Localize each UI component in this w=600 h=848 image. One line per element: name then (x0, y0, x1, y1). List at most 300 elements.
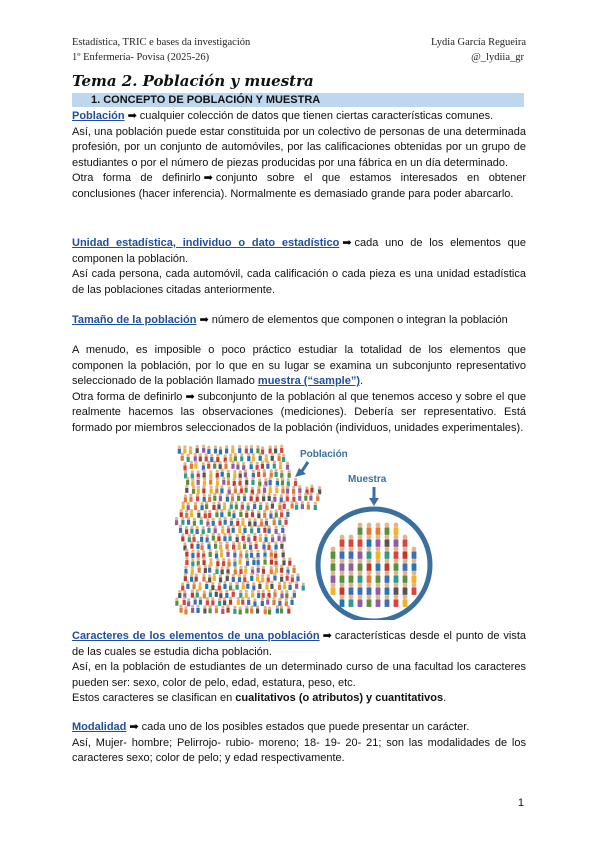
person-figure (198, 582, 201, 590)
person-figure (245, 590, 248, 598)
person-figure (238, 574, 241, 582)
person-figure (280, 509, 283, 517)
body-text: Así, Mujer- hombre; Pelirrojo- rubio- moreno; 18- 19- 20- 21; son las modalidades de los caracteres sexo; color de pelo; y edad respectivamente. (72, 736, 526, 765)
person-figure (213, 493, 216, 501)
person-figure (185, 557, 188, 565)
person-figure (286, 573, 289, 581)
person-figure (236, 518, 239, 526)
person-figure (251, 509, 254, 517)
person-figure (228, 508, 231, 516)
person-figure (196, 541, 199, 549)
person-figure (216, 558, 219, 566)
person-figure (281, 525, 284, 533)
person-figure (280, 590, 283, 598)
person-figure (210, 485, 213, 493)
person-figure (282, 454, 285, 462)
person-figure (301, 501, 304, 509)
person-figure (227, 558, 230, 566)
paragraph-caracteres (72, 629, 526, 707)
person-figure (271, 534, 274, 542)
person-figure (229, 597, 232, 605)
person-figure (367, 583, 372, 595)
person-figure (221, 469, 224, 477)
person-figure (247, 597, 250, 605)
person-figure (202, 557, 205, 565)
person-figure (256, 550, 259, 558)
person-figure (232, 589, 235, 597)
person-figure (248, 518, 251, 526)
person-figure (241, 501, 244, 509)
person-figure (376, 547, 381, 559)
body-text: Otra forma de definirlo (72, 390, 183, 403)
person-figure (205, 453, 208, 461)
person-figure (178, 590, 181, 598)
person-figure (233, 549, 236, 557)
person-figure (281, 477, 284, 485)
person-figure (225, 541, 228, 549)
person-figure (280, 565, 283, 573)
person-figure (232, 510, 235, 518)
person-figure (203, 494, 206, 502)
person-figure (231, 493, 234, 501)
person-figure (283, 533, 286, 541)
person-figure (197, 486, 200, 494)
person-figure (275, 509, 278, 517)
person-figure (274, 558, 277, 566)
person-figure (281, 485, 284, 493)
person-figure (285, 590, 288, 598)
person-figure (244, 469, 247, 477)
person-figure (181, 517, 184, 525)
person-figure (283, 581, 286, 589)
person-figure (385, 547, 390, 559)
person-figure (191, 589, 194, 597)
person-figure (267, 525, 270, 533)
person-figure (307, 501, 310, 509)
person-figure (273, 572, 276, 580)
person-figure (302, 582, 305, 590)
person-figure (262, 590, 265, 598)
person-figure (367, 535, 372, 547)
person-figure (376, 559, 381, 571)
person-figure (269, 477, 272, 485)
person-figure (186, 477, 189, 485)
person-figure (218, 517, 221, 525)
person-figure (183, 445, 186, 453)
person-figure (340, 583, 345, 595)
person-figure (314, 502, 317, 510)
person-figure (200, 517, 203, 525)
person-figure (298, 493, 301, 501)
person-figure (241, 518, 244, 526)
person-figure (229, 454, 232, 462)
person-figure (295, 502, 298, 510)
person-figure (223, 533, 226, 541)
person-figure (358, 523, 363, 535)
person-figure (282, 549, 285, 557)
person-figure (250, 493, 253, 501)
person-figure (284, 517, 287, 525)
person-figure (340, 547, 345, 559)
person-figure (288, 557, 291, 565)
person-figure (219, 446, 222, 454)
person-figure (185, 549, 188, 557)
term-modalidad: Modalidad (72, 721, 127, 733)
person-figure (221, 566, 224, 574)
person-figure (190, 461, 193, 469)
person-figure (196, 526, 199, 534)
person-figure (196, 493, 199, 501)
person-figure (187, 502, 190, 510)
person-figure (213, 573, 216, 581)
person-figure (349, 571, 354, 583)
person-figure (331, 559, 336, 571)
person-figure (256, 605, 259, 613)
person-figure (278, 517, 281, 525)
person-figure (202, 573, 205, 581)
person-figure (228, 533, 231, 541)
person-figure (179, 605, 182, 613)
person-figure (220, 485, 223, 493)
definition-text: cada uno de los elementos que componen la población. (72, 237, 526, 265)
person-figure (340, 559, 345, 571)
person-figure (246, 558, 249, 566)
person-figure (197, 510, 200, 518)
person-figure (212, 502, 215, 510)
person-figure (367, 595, 372, 607)
person-figure (298, 485, 301, 493)
person-figure (191, 566, 194, 574)
label-muestra: Muestra (348, 474, 387, 485)
person-figure (224, 517, 227, 525)
header-group: 1º Enfermería- Povisa (2025-26) (72, 52, 210, 63)
person-figure (235, 582, 238, 590)
person-figure (278, 502, 281, 510)
person-figure (291, 574, 294, 582)
person-figure (358, 595, 363, 607)
person-figure (243, 541, 246, 549)
person-figure (239, 566, 242, 574)
person-figure (239, 556, 242, 564)
person-figure (403, 583, 408, 595)
body-text: Así, en la población de estudiantes de un determinado curso de una facultad los caracteres pueden ser: sexo, color de pelo, edad, estatura, peso, etc. (72, 661, 526, 689)
person-figure (394, 583, 399, 595)
person-figure (242, 533, 245, 541)
person-figure (237, 493, 240, 501)
person-figure (232, 574, 235, 582)
person-figure (196, 589, 199, 597)
person-figure (294, 478, 297, 486)
body-text: Así cada persona, cada automóvil, cada calificación o cada pieza es una unidad estadística de las poblaciones citadas anteriormente. (72, 268, 526, 296)
person-figure (222, 558, 225, 566)
person-figure (309, 492, 312, 500)
section-heading-band (72, 93, 524, 107)
person-figure (259, 453, 262, 461)
person-figure (219, 542, 222, 550)
person-figure (270, 556, 273, 564)
term-muestra: muestra (“sample”) (257, 375, 361, 388)
definition-text: características desde el punto de vista de las cuales se estudia dicha población. (72, 630, 526, 658)
person-figure (241, 597, 244, 605)
person-figure (215, 550, 218, 558)
body-text: A menudo, es imposible o poco práctico estudiar la totalidad de los elementos que componen la población, por lo que en su lugar se examina un subconjunto representativo seleccionado de la población llamado (72, 344, 526, 388)
person-figure (257, 565, 260, 573)
header-course: Estadística, TRIC e bases da investigación (72, 37, 251, 48)
person-figure (203, 477, 206, 485)
person-figure (192, 486, 195, 494)
body-text: Así, una población puede estar constituida por un colectivo de personas de una determinada profesión, por un conjunto de automóviles, por las calificaciones obtenidas por un grupo de estudiantes o por el número de piezas producidas por una fábrica en un día determinado. (72, 125, 526, 169)
body-text-bold: cualitativos (o atributos) y cuantitativos (235, 692, 444, 705)
person-figure (349, 535, 354, 547)
person-figure (288, 582, 291, 590)
person-figure (280, 605, 283, 613)
person-figure (243, 525, 246, 533)
person-figure (358, 559, 363, 571)
person-figure (218, 598, 221, 606)
person-figure (190, 509, 193, 517)
person-figure (273, 460, 276, 468)
person-figure (217, 501, 220, 509)
page-number: 1 (517, 797, 524, 809)
person-figure (246, 581, 249, 589)
person-figure (203, 590, 206, 598)
person-figure (182, 501, 185, 509)
person-figure (194, 460, 197, 468)
person-figure (256, 445, 259, 453)
person-figure (207, 541, 210, 549)
person-figure (256, 573, 259, 581)
person-figure (358, 535, 363, 547)
person-figure (255, 541, 258, 549)
person-figure (184, 494, 187, 502)
person-figure (276, 605, 279, 613)
person-figure (275, 565, 278, 573)
person-figure (253, 518, 256, 526)
person-figure (245, 445, 248, 453)
person-figure (247, 502, 250, 510)
person-figure (258, 581, 261, 589)
person-figure (224, 461, 227, 469)
person-figure (394, 547, 399, 559)
person-figure (376, 523, 381, 535)
person-figure (226, 493, 229, 501)
person-figure (194, 596, 197, 604)
person-figure (340, 535, 345, 547)
person-figure (243, 493, 246, 501)
person-figure (192, 581, 195, 589)
person-figure (181, 533, 184, 541)
person-figure (403, 535, 408, 547)
person-figure (367, 559, 372, 571)
paragraph-tamano (72, 313, 526, 329)
person-figure (237, 597, 240, 605)
definition-text: cualquier colección de datos que tienen ciertas características comunes. (139, 110, 494, 122)
person-figure (290, 597, 293, 605)
person-figure (340, 571, 345, 583)
body-text: Otra forma de definirlo (72, 172, 201, 185)
person-figure (238, 542, 241, 550)
person-figure (242, 462, 245, 470)
person-figure (205, 501, 208, 509)
person-figure (270, 581, 273, 589)
person-figure (197, 477, 200, 485)
person-figure (273, 589, 276, 597)
person-figure (245, 605, 248, 613)
person-figure (270, 566, 273, 574)
person-figure (403, 547, 408, 559)
person-figure (191, 605, 194, 613)
person-figure (273, 494, 276, 502)
person-figure (331, 583, 336, 595)
person-figure (270, 469, 273, 477)
person-figure (233, 478, 236, 486)
person-figure (191, 550, 194, 558)
person-figure (412, 559, 417, 571)
person-figure (226, 573, 229, 581)
person-figure (184, 566, 187, 574)
person-figure (287, 478, 290, 486)
person-figure (252, 557, 255, 565)
person-figure (262, 566, 265, 574)
person-figure (221, 606, 224, 614)
person-figure (349, 595, 354, 607)
person-figure (260, 518, 263, 526)
person-figure (358, 571, 363, 583)
person-figure (239, 590, 242, 598)
person-figure (196, 445, 199, 453)
population-sample-illustration (168, 440, 538, 620)
person-figure (206, 597, 209, 605)
person-figure (250, 445, 253, 453)
term-tamano-poblacion: Tamaño de la población (72, 314, 197, 326)
person-figure (265, 581, 268, 589)
person-figure (292, 565, 295, 573)
person-figure (238, 477, 241, 485)
person-figure (296, 573, 299, 581)
person-figure (185, 526, 188, 534)
person-figure (208, 510, 211, 518)
person-figure (190, 525, 193, 533)
person-figure (190, 574, 193, 582)
person-figure (179, 525, 182, 533)
person-figure (239, 470, 242, 478)
person-figure (245, 485, 248, 493)
person-figure (331, 571, 336, 583)
person-figure (190, 540, 193, 548)
person-figure (230, 518, 233, 526)
person-figure (194, 502, 197, 510)
person-figure (249, 542, 252, 550)
person-figure (210, 454, 213, 462)
person-figure (207, 461, 210, 469)
person-figure (293, 590, 296, 598)
person-figure (283, 501, 286, 509)
person-figure (394, 535, 399, 547)
person-figure (223, 502, 226, 510)
person-figure (286, 461, 289, 469)
person-figure (262, 541, 265, 549)
person-figure (403, 571, 408, 583)
person-figure (273, 517, 276, 525)
person-figure (257, 525, 260, 533)
person-figure (239, 509, 242, 517)
person-figure (269, 485, 272, 493)
person-figure (238, 525, 241, 533)
person-figure (215, 485, 218, 493)
person-figure (212, 532, 215, 540)
person-figure (268, 493, 271, 501)
person-figure (231, 445, 234, 453)
person-figure (230, 501, 233, 509)
person-figure (218, 582, 221, 590)
person-figure (223, 581, 226, 589)
paragraph-muestra (72, 343, 526, 437)
person-figure (227, 477, 230, 485)
person-figure (175, 517, 178, 525)
person-figure (270, 549, 273, 557)
person-figure (185, 485, 188, 493)
person-figure (252, 453, 255, 461)
person-figure (183, 597, 186, 605)
person-figure (189, 446, 192, 454)
person-figure (279, 461, 282, 469)
person-figure (278, 582, 281, 590)
person-figure (256, 462, 259, 470)
person-figure (232, 525, 235, 533)
person-figure (261, 461, 264, 469)
person-figure (236, 534, 239, 542)
person-figure (257, 557, 260, 565)
person-figure (208, 494, 211, 502)
person-figure (225, 590, 228, 598)
definition-text: número de elementos que componen o integran la población (211, 314, 508, 326)
person-figure (268, 606, 271, 614)
person-figure (280, 541, 283, 549)
person-figure (275, 485, 278, 493)
person-figure (263, 469, 266, 477)
person-figure (243, 574, 246, 582)
person-figure (367, 547, 372, 559)
person-figure (200, 502, 203, 510)
person-figure (245, 550, 248, 558)
section-heading: 1. CONCEPTO DE POBLACIÓN Y MUESTRA (91, 94, 321, 106)
person-figure (271, 500, 274, 508)
person-figure (229, 582, 232, 590)
person-figure (209, 589, 212, 597)
person-figure (263, 549, 266, 557)
person-figure (280, 574, 283, 582)
person-figure (200, 542, 203, 550)
person-figure (394, 523, 399, 535)
person-figure (286, 509, 289, 517)
person-figure (394, 595, 399, 607)
person-figure (214, 541, 217, 549)
arrow-icon: ➡ (322, 630, 332, 642)
person-figure (199, 596, 202, 604)
arrow-icon: ➡ (185, 390, 195, 403)
person-figure (238, 445, 241, 453)
person-figure (253, 501, 256, 509)
person-figure (340, 595, 345, 607)
person-figure (199, 453, 202, 461)
body-text: conjunto sobre el que estamos interesados en obtener conclusiones (hacer inferencia). Normalmente es demasiado grande para poder abarcarlo. (72, 172, 526, 200)
person-figure (274, 526, 277, 534)
term-unidad-estadistica: Unidad estadística, individuo o dato estadístico (72, 237, 340, 249)
person-figure (203, 469, 206, 477)
person-figure (286, 493, 289, 501)
person-figure (269, 510, 272, 518)
person-figure (257, 469, 260, 477)
